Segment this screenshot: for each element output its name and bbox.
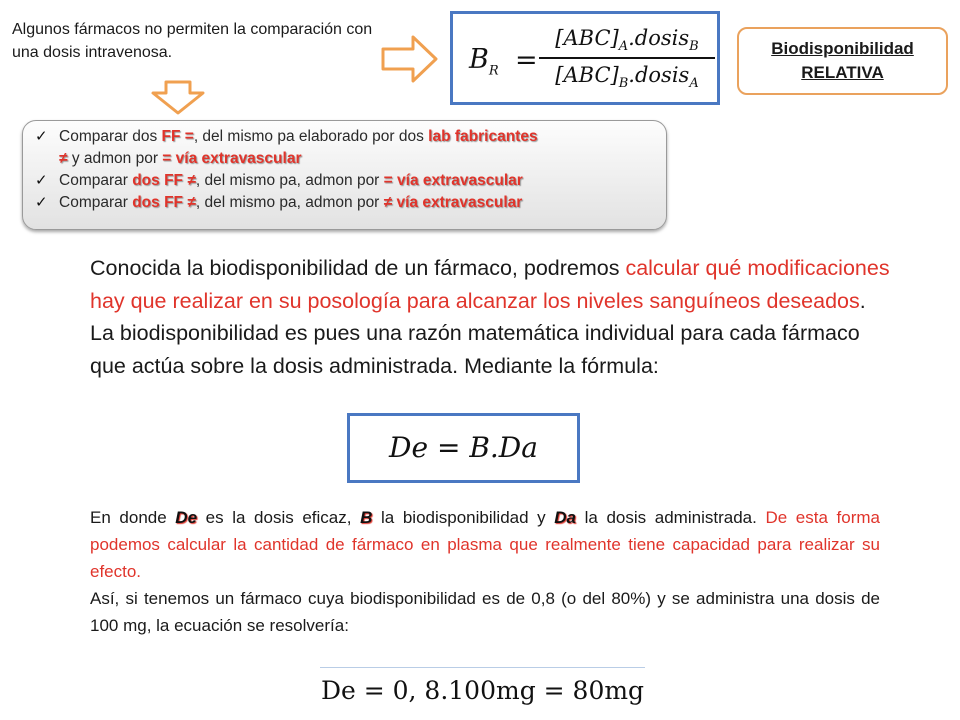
check-icon: ✓ <box>35 128 48 145</box>
lower-paragraph <box>90 504 880 639</box>
formula-br-numerator: $[ABC]_A.dosis_B$ <box>555 26 699 55</box>
formula-br-equals: = <box>515 45 538 76</box>
main-paragraph: Conocida la biodisponibilidad de un fármaco, podremos calcular qué modificaciones hay que realizar en su posología para alcanzar los niveles sanguíneos deseados. La biodisponibilidad es pues una razón matemática individual para cada fármaco que actúa sobre la dosis administrada. Mediante la fórmula: <box>90 256 890 378</box>
check-icon: ✓ <box>35 194 48 211</box>
check-icon: ✓ <box>35 172 48 189</box>
example-formula: De = 0, 8.100mg = 80mg <box>320 676 645 705</box>
formula-br-denominator: $[ABC]_B.dosis_A$ <box>555 62 699 91</box>
bullet-item: ✓ Comparar dos FF =, del mismo pa elaborado por dos lab fabricantes ≠ y admon por = vía extravascular <box>35 128 538 167</box>
top-note: Algunos fármacos no permiten la comparación con una dosis intravenosa. <box>12 21 373 61</box>
bullet-item: ✓ Comparar dos FF ≠, del mismo pa, admon por = vía extravascular <box>35 170 656 192</box>
formula-br-fraction <box>539 26 715 91</box>
formula-br-lhs: $B_R$ <box>469 44 499 79</box>
relative-bioavailability-formula <box>450 11 720 105</box>
effective-dose-formula: De = B.Da <box>347 413 580 483</box>
relative-bioavailability-label: Biodisponibilidad RELATIVA <box>737 27 948 95</box>
definition-text: En donde De es la dosis eficaz, B la biodisponibilidad y Da la dosis administrada. De esta forma podemos calcular la cantidad de fármaco en plasma que realmente tiene capacidad para realizar su efecto. <box>90 508 880 581</box>
comparison-bullet-box <box>22 120 667 230</box>
bullet-item: ✓ Comparar dos FF ≠, del mismo pa, admon por ≠ vía extravascular <box>35 192 656 214</box>
example-text: Así, si tenemos un fármaco cuya biodisponibilidad es de 0,8 (o del 80%) y se administra una dosis de 100 mg, la ecuación se resolvería: <box>90 589 880 635</box>
arrow-down-icon <box>150 80 206 116</box>
arrow-right-icon <box>381 34 439 84</box>
